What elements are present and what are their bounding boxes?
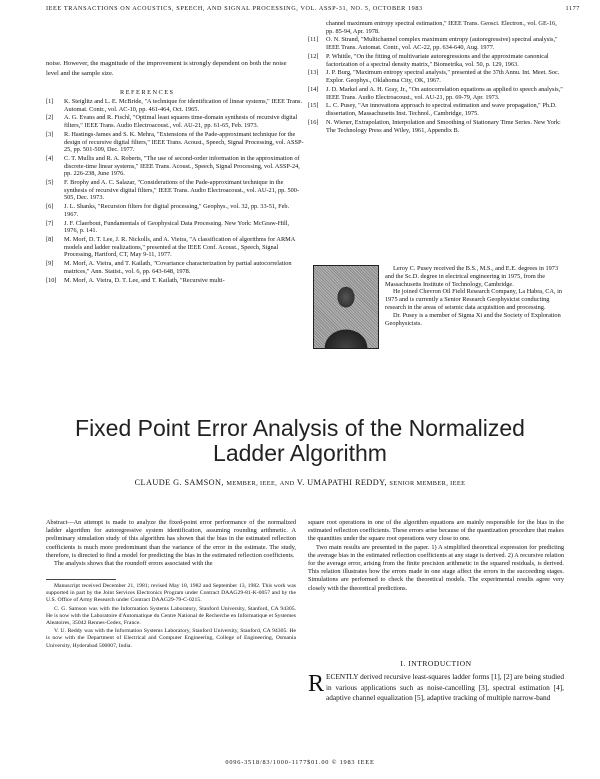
author-conjunction: AND	[279, 480, 295, 487]
reference-number: [8]	[46, 236, 54, 244]
footnote: Manuscript received December 21, 1981; revised May 18, 1982 and September 13, 1982. This work was supported in part by the Joint Services Electronics Program under Contract DAAG29-81-K-0057 and by the U.S. Office of Army Research under Contract DAAG29-79-C-0215.	[46, 583, 296, 604]
reference-item	[46, 114, 304, 129]
reference-text: F. Brophy and A. C. Salazar, "Considerations of the Pade-approximant technique in the synthesis of recursive digital filters," IEEE Trans. Audio Electroacoust., vol. AU-21, pp. 500-505, Dec. 1973.	[64, 179, 299, 202]
title-line: Ladder Algorithm	[213, 440, 387, 466]
running-header	[46, 5, 580, 15]
reference-item	[46, 277, 304, 285]
reference-text: channel maximum entropy spectral estimation," IEEE Trans. Geosci. Electron., vol. GE-16, pp. 85-94, Apr. 1978.	[326, 20, 557, 35]
author-name: CLAUDE G. SAMSON,	[134, 478, 224, 487]
journal-header: IEEE TRANSACTIONS ON ACOUSTICS, SPEECH, AND SIGNAL PROCESSING, VOL. ASSP-31, NO. 5, OCTOBER 1983	[46, 5, 423, 12]
reference-number: [7]	[46, 219, 54, 227]
author-role: MEMBER, IEEE,	[226, 480, 278, 487]
reference-text: C. T. Mullis and R. A. Roberts, "The use of second-order information in the approximation of discrete-time linear systems," IEEE Trans. Acoust., Speech, Signal Processing, vol. ASSP-24, pp. 226-238, June 1976.	[64, 155, 300, 178]
reference-number: [2]	[46, 114, 54, 122]
reference-text: N. Wiener, Extrapolation, Interpolation and Smoothing of Stationary Time Series. New York: The Technology Press and Wiley, 1961, Appendix B.	[326, 118, 561, 134]
reference-text: M. Morf, A. Vieira, and T. Kailath, "Covariance characterization by partial autocorrelation matrices," Ann. Statist., vol. 6, pp. 643-648, 1978.	[64, 260, 292, 275]
reference-number: [9]	[46, 260, 54, 268]
reference-number: [11]	[308, 36, 319, 44]
reference-number: [12]	[308, 52, 319, 60]
reference-number: [1]	[46, 98, 54, 105]
abstract-text: Abstract—An attempt is made to analyze the fixed-point error performance of the normalized ladder algorithm for autoregressive system identification, assuming rounding arithmetic. A preliminary simulation study of this algorithm has shown that the bias in the estimated reflection coefficients is much more predominant than the variance of the error in the estimate. The study, therefore, is directed to find a model for predicting the bias in the estimated reflection coefficients.	[46, 519, 296, 559]
author-role: SENIOR MEMBER, IEEE	[389, 480, 466, 487]
reference-number: [5]	[46, 179, 54, 187]
footnote: C. G. Samson was with the Information Systems Laboratory, Stanford University, Stanford, CA 94305. He is now with the Laboratoire d'Automatique du Centre National de Recherche en Informatique et Systemes Aleatoires, 35042 Rennes-Cedex, France.	[46, 605, 296, 627]
reference-text: O. N. Strand, "Multichannel complex maximum entropy (autoregressive) spectral analysis," IEEE Trans. Automat. Contr., vol. AC-22, pp. 634-640, Aug. 1977.	[326, 36, 558, 52]
reference-number: [3]	[46, 130, 54, 138]
reference-number	[308, 20, 326, 35]
reference-item	[46, 179, 304, 202]
reference-number: [15]	[308, 102, 319, 110]
reference-number: [10]	[46, 276, 57, 284]
title-line: Fixed Point Error Analysis of the Normalized	[75, 415, 525, 441]
reference-text: M. Morf, A. Vieira, D. T. Lee, and T. Kailath, "Recursive multi-	[64, 276, 225, 284]
copyright-line: 0096-3518/83/1000-1177$01.00 © 1983 IEEE	[225, 759, 375, 766]
page-number: 1177	[565, 5, 580, 12]
reference-text: M. Morf, D. T. Lee, J. R. Nickolls, and A. Vieira, "A classification of algorithms for ARMA models and ladder realizations," presented at the IEEE Conf. Acoust., Speech, Signal Processing, Hartford, CT, May 9-11, 1977.	[64, 236, 295, 259]
reference-number: [16]	[308, 118, 319, 126]
abstract-text: square root operations in one of the algorithm equations are mainly responsible for the bias in the estimated reflection coefficients. These errors arise because of the quantization procedure that makes the quantities under the square root operations very close to one.	[308, 519, 564, 543]
references-left-column	[46, 98, 304, 286]
reference-text: J. P. Burg, "Maximum entropy spectral analysis," presented at the 37th Annu. Int. Meet. Soc. Explor. Geophys., Oklahoma City, OK, 1967.	[326, 69, 560, 85]
reference-item	[46, 220, 304, 235]
bio-paragraph: Dr. Pusey is a member of Sigma Xi and the Society of Exploration Geophysicists.	[385, 311, 561, 327]
abstract-continued	[308, 519, 564, 593]
reference-text: J. L. Shanks, "Recursion filters for digital processing," Geophys., vol. 32, pp. 33-51, Feb. 1967.	[64, 203, 290, 218]
drop-cap: R	[308, 671, 325, 697]
author-photo	[313, 265, 379, 349]
paper-title	[0, 416, 600, 466]
reference-item	[46, 98, 304, 113]
abstract	[46, 519, 296, 568]
reference-item	[308, 53, 564, 68]
intro-paragraph: ECENTLY derived recursive least-squares ladder forms [1], [2] are being studied in various applications such as noise-cancelling [3], spectral estimation [4], adaptive channel equalization [5], adaptive tracking of multiple narrow-band	[326, 672, 564, 703]
section-heading: I. INTRODUCTION	[400, 659, 472, 668]
bio-paragraph: Leroy C. Pusey received the B.S., M.S., and E.E. degrees in 1973 and the Sc.D. degree in electrical engineering in 1975, from the Massachusetts Institute of Technology, Cambridge.	[385, 265, 559, 288]
author-line	[0, 478, 600, 487]
reference-item	[46, 155, 304, 178]
footnote-rule	[46, 579, 116, 580]
previous-article-tail: noise. However, the magnitude of the improvement is strongly dependent on both the noise level and the sample size.	[46, 60, 287, 77]
abstract-text: The analysis shows that the roundoff errors associated with the	[54, 560, 213, 568]
reference-item	[308, 119, 564, 134]
abstract-text: Two main results are presented in the paper. 1) A simplified theoretical expression for predicting the average bias in the estimated reflection coefficients at any stage is derived. 2) A recursive relation for the average error, arising from the finite precision arithmetic in the squared residuals, is derived. This relation illustrates how the errors made in one stage affect the errors in the succeeding stages. Simulations are performed to check the theoretical models. The experimental results agree very closely with the theoretical predictions.	[308, 543, 564, 592]
reference-number: [6]	[46, 203, 54, 211]
reference-text: L. C. Pusey, "An innovations approach to spectral estimation and wave propagation," Ph.D. dissertation, Massachusetts Inst. Technol., Cambridge, 1975.	[326, 102, 557, 118]
references-right-column	[308, 20, 564, 135]
author-name: V. UMAPATHI REDDY,	[296, 478, 387, 487]
reference-text: J. D. Markel and A. H. Gray, Jr., "On autocorrelation equations as applied to speech analysis," IEEE Trans. Audio Electroacoust., vol. AU-21, pp. 69-79, Apr. 1973.	[326, 85, 563, 101]
reference-number: [4]	[46, 155, 54, 163]
reference-item	[46, 131, 304, 154]
reference-text: P. Whittle, "On the fitting of multivariate autoregressions and the approximate canonical factorization of a spectral density matrix," Biometrika, vol. 50, p. 129, 1963.	[326, 52, 549, 68]
reference-text: A. G. Evans and R. Fischl, "Optimal least squares time-domain synthesis of recursive digital filters," IEEE Trans. Audio Electroacoust., vol. AU-21, pp. 61-65, Feb. 1973.	[64, 114, 298, 130]
reference-item	[46, 236, 304, 259]
bio-paragraph: He joined Chevron Oil Field Research Company, La Habra, CA, in 1975 and is currently a Senior Research Geophysicist conducting research in the areas of seismic data acquisition and processing.	[385, 288, 563, 311]
reference-item	[46, 260, 304, 275]
reference-item	[308, 69, 564, 84]
footnote: V. U. Reddy was with the Information Systems Laboratory, Stanford University, Stanford, CA 94305. He is now with the Department of Electrical and Computer Engineering, College of Engineering, Osmania University, Hyderabad 500007, India.	[46, 628, 296, 649]
reference-item	[46, 203, 304, 218]
reference-item	[308, 36, 564, 51]
reference-text: R. Hastings-James and S. K. Mehra, "Extensions of the Pade-approximant technique for the design of recursive digital filters," IEEE Trans. Acoust., Speech, Signal Processing, vol. ASSP-25, pp. 501-509, Dec. 1977.	[64, 130, 304, 154]
footnotes	[46, 583, 296, 651]
reference-number: [14]	[308, 85, 319, 93]
author-biography	[385, 265, 563, 327]
reference-number: [13]	[308, 69, 319, 77]
reference-text: J. F. Claerbout, Fundamentals of Geophysical Data Processing. New York: McGraw-Hill, 1976, p. 141.	[64, 219, 290, 235]
introduction-text	[308, 672, 564, 704]
reference-item	[308, 20, 564, 35]
references-heading: REFERENCES	[120, 89, 175, 96]
reference-item	[308, 102, 564, 117]
reference-item	[308, 86, 564, 101]
reference-text: K. Steiglitz and L. E. McBride, "A technique for identification of linear systems," IEEE Trans. Automat. Contr., vol. AC-10, pp. 461-464, Oct. 1965.	[64, 98, 303, 113]
